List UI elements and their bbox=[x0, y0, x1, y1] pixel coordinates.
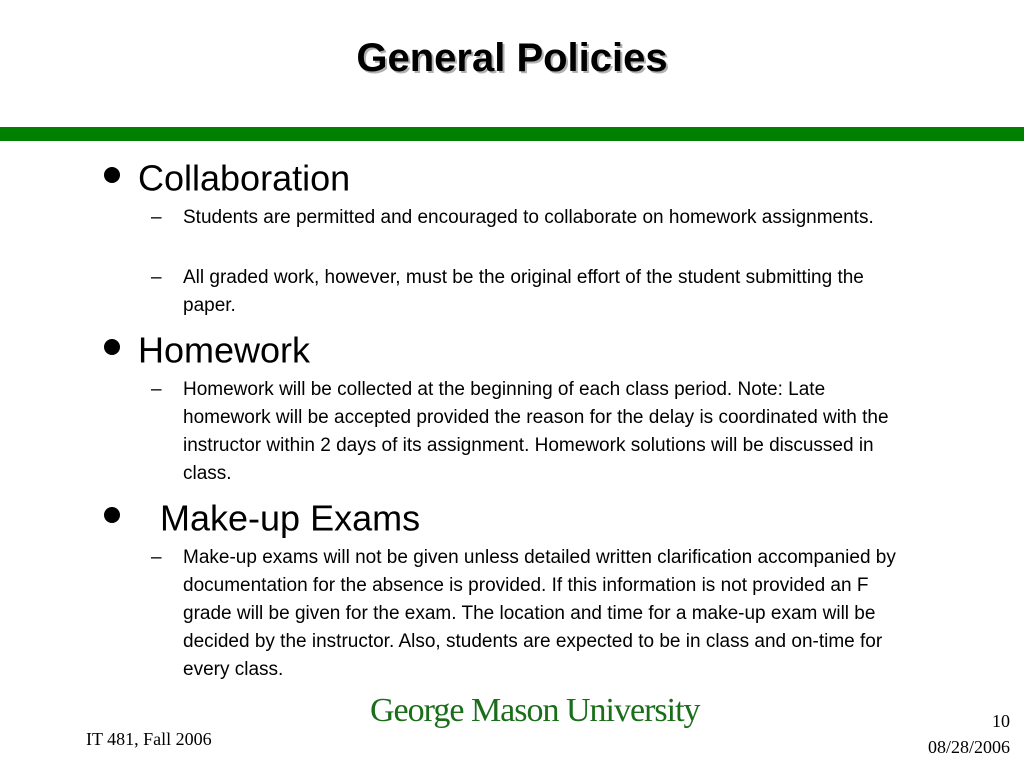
sub-item-text: Make-up exams will not be given unless detailed written clarification accompanied by documentation for the absence is provided. If this information is not provided an F grade will be given for the exam. The location and time for a make-up exam will be decided by the instructor. Also, students are expected to be in class and on-time for every class. bbox=[183, 547, 896, 680]
sub-item-homework-1 bbox=[151, 376, 911, 488]
university-logo: George Mason University bbox=[370, 692, 700, 729]
footer-course: IT 481, Fall 2006 bbox=[86, 729, 212, 749]
section-heading-label: Homework bbox=[138, 329, 311, 371]
section-heading-label: Collaboration bbox=[138, 157, 351, 199]
dash-marker: – bbox=[151, 267, 162, 288]
sub-item-text: Homework will be collected at the beginning of each class period. Note: Late homework will be accepted provided the reason for the delay is coordinated with the instructor within 2 days of its assignment. Homework solutions will be discussed in class. bbox=[183, 379, 889, 484]
footer-date: 08/28/2006 bbox=[927, 737, 1010, 757]
dash-marker: – bbox=[151, 379, 162, 400]
dash-marker: – bbox=[151, 547, 162, 568]
sub-item-collaboration-2 bbox=[151, 264, 911, 320]
footer-right bbox=[928, 708, 1010, 760]
section-heading-collaboration bbox=[104, 156, 350, 198]
bullet-dot-icon bbox=[104, 167, 120, 183]
dash-marker: – bbox=[151, 207, 162, 228]
section-heading-label: Make-up Exams bbox=[160, 497, 421, 539]
page-number: 10 bbox=[992, 711, 1010, 731]
sub-item-collaboration-1 bbox=[151, 204, 911, 232]
section-heading-homework bbox=[104, 328, 310, 370]
section-heading-makeup-exams bbox=[104, 496, 420, 538]
slide-title: General Policies bbox=[356, 36, 668, 80]
sub-item-makeup-exams-1 bbox=[151, 544, 911, 684]
sub-item-text: Students are permitted and encouraged to collaborate on homework assignments. bbox=[183, 207, 874, 228]
sub-item-text: All graded work, however, must be the original effort of the student submitting the paper. bbox=[183, 267, 864, 316]
bullet-dot-icon bbox=[104, 507, 120, 523]
bullet-dot-icon bbox=[104, 339, 120, 355]
